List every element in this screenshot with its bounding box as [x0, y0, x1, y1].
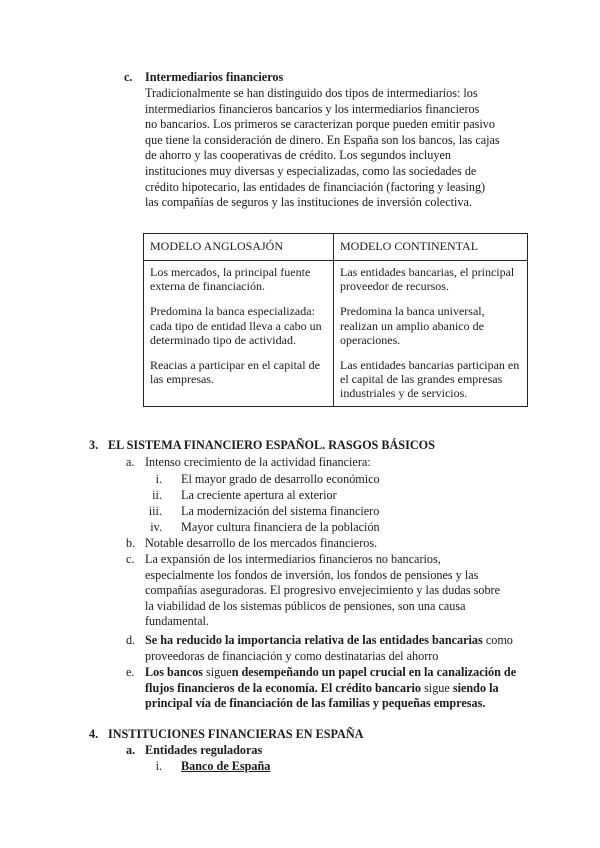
roman-marker: i. [155, 472, 162, 486]
text-run: como [482, 633, 513, 647]
paragraph-line [145, 665, 516, 681]
table-header: MODELO CONTINENTAL [334, 234, 528, 261]
cell-paragraph: Predomina la banca especializada: cada tipo de entidad lleva a cabo un determinado tipo de actividad. [150, 304, 322, 347]
paragraph-line: Tradicionalmente se han distinguido dos tipos de intermediarios: los [145, 86, 478, 100]
paragraph-line: crédito hipotecario, las entidades de financiación (factoring y leasing) [145, 179, 486, 194]
sub-list-item: Banco de España [181, 759, 271, 773]
cell-paragraph: Predomina la banca universal, realizan un amplio abanico de operaciones. [340, 304, 485, 347]
sub-list-item: La modernización del sistema financiero [181, 504, 380, 518]
sub-list-item: El mayor grado de desarrollo económico [181, 472, 380, 486]
list-marker: e. [126, 665, 135, 679]
cell-paragraph: Reacias a participar en el capital de las empresas. [150, 358, 320, 387]
paragraph-line: fundamental. [145, 614, 209, 629]
sub-list-item: La creciente apertura al exterior [181, 488, 337, 502]
list-item-text: Entidades reguladoras [145, 743, 263, 757]
paragraph-line: instituciones muy diversas y especializadas, como las sociedades de [145, 163, 477, 178]
table-header-row [144, 234, 528, 261]
section-heading: INSTITUCIONES FINANCIERAS EN ESPAÑA [108, 727, 364, 741]
paragraph-line: intermediarios financieros bancarios y los intermediarios financieros [145, 101, 480, 116]
section-heading: EL SISTEMA FINANCIERO ESPAÑOL. RASGOS BÁSICOS [108, 438, 435, 452]
bold-phrase: papel crucial en la canalización de [335, 665, 517, 679]
table-row [144, 261, 528, 407]
list-item-text: Intenso crecimiento de la actividad financiera: [145, 455, 371, 469]
paragraph-line: las compañías de seguros y las instituciones de inversión colectiva. [145, 195, 472, 210]
list-marker: a. [126, 743, 136, 757]
paragraph-line [145, 633, 513, 649]
table-cell-anglosajon [144, 261, 334, 407]
table-header: MODELO ANGLOSAJÓN [144, 234, 334, 261]
list-marker: c. [126, 552, 135, 566]
roman-marker: iii. [148, 504, 162, 518]
cell-paragraph: Los mercados, la principal fuente externa de financiación. [150, 265, 311, 294]
list-item-paragraph [145, 633, 513, 664]
list-item-text: Notable desarrollo de los mercados financieros. [145, 536, 378, 550]
text-run: sigue [421, 680, 450, 695]
section-number: 4. [89, 727, 99, 741]
paragraph-line: de ahorro y las cooperativas de crédito. Los segundos incluyen [145, 148, 451, 163]
paragraph-line: proveedoras de financiación y como destinatarias del ahorro [145, 648, 439, 663]
roman-marker: iv. [150, 520, 162, 534]
bold-phrase: siendo la [449, 680, 499, 695]
cell-paragraph: Las entidades bancarias participan en el capital de las grandes empresas industriales y de servicios. [340, 358, 520, 401]
paragraph-line [145, 681, 516, 697]
list-marker: d. [126, 633, 136, 647]
bold-phrase: flujos financieros de la economía. El crédito bancario [145, 680, 422, 695]
paragraph-line: especialmente los fondos de inversión, los fondos de pensiones y las [145, 567, 479, 582]
table-cell-continental [334, 261, 528, 407]
paragraph-line: principal vía de financiación de las familias y pequeñas empresas. [145, 696, 486, 711]
roman-marker: ii. [152, 488, 162, 502]
list-item-paragraph [145, 552, 500, 630]
bold-phrase: n desempeñando un [231, 665, 336, 679]
roman-marker: i. [155, 759, 162, 773]
comparison-table [143, 233, 528, 407]
text-run: sigue [202, 665, 232, 679]
paragraph-line: la viabilidad de los sistemas públicos de pensiones, son una causa [145, 598, 466, 613]
list-marker: b. [126, 536, 136, 550]
list-marker: c. [124, 70, 133, 84]
list-marker: a. [126, 455, 135, 469]
bold-phrase: Se ha reducido la importancia relativa de las entidades bancarias [145, 633, 483, 647]
bold-phrase: Los bancos [145, 665, 203, 679]
cell-paragraph: Las entidades bancarias, el principal proveedor de recursos. [340, 265, 515, 294]
paragraph-line: no bancarios. Los primeros se caracterizan porque pueden emitir pasivo [145, 117, 495, 132]
paragraph-intermediarios [145, 86, 500, 211]
paragraph-line: La expansión de los intermediarios financieros no bancarios, [145, 552, 441, 566]
section-heading: Intermediarios financieros [145, 70, 284, 84]
list-item-paragraph [145, 665, 516, 712]
section-number: 3. [89, 438, 99, 452]
sub-list-item: Mayor cultura financiera de la población [181, 520, 380, 534]
paragraph-line: que tiene la consideración de dinero. En España son los bancos, las cajas [145, 132, 500, 147]
paragraph-line: compañías aseguradoras. El progresivo envejecimiento y las dudas sobre [145, 583, 501, 598]
